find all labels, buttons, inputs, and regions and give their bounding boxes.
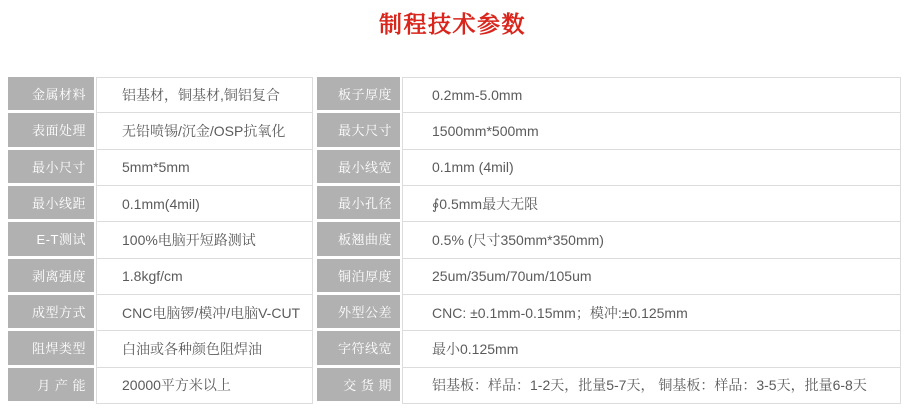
param-label: 外型公差 bbox=[317, 295, 400, 331]
param-value: 0.5% (尺寸350mm*350mm) bbox=[402, 222, 901, 258]
table-row bbox=[317, 77, 901, 113]
param-label: 交 货 期 bbox=[317, 368, 400, 404]
table-row bbox=[317, 331, 901, 367]
table-row bbox=[8, 150, 313, 186]
parameters-table-right bbox=[317, 77, 901, 404]
table-row bbox=[317, 150, 901, 186]
param-label: 表面处理 bbox=[8, 113, 94, 149]
param-value: CNC电脑锣/模冲/电脑V-CUT bbox=[96, 295, 313, 331]
param-value: 1500mm*500mm bbox=[402, 113, 901, 149]
param-value: 20000平方米以上 bbox=[96, 368, 313, 404]
table-row bbox=[8, 222, 313, 258]
table-row bbox=[8, 77, 313, 113]
param-label: 剥离强度 bbox=[8, 259, 94, 295]
parameters-table bbox=[8, 77, 905, 404]
table-row bbox=[317, 368, 901, 404]
param-value: 无铅喷锡/沉金/OSP抗氧化 bbox=[96, 113, 313, 149]
table-row bbox=[317, 222, 901, 258]
table-row bbox=[8, 331, 313, 367]
param-value: 白油或各种颜色阻焊油 bbox=[96, 331, 313, 367]
table-row bbox=[317, 113, 901, 149]
param-label: 月 产 能 bbox=[8, 368, 94, 404]
parameters-table-left bbox=[8, 77, 313, 404]
param-value: 铝基板：样品：1-2天，批量5-7天， 铜基板：样品：3-5天，批量6-8天 bbox=[402, 368, 901, 404]
table-row bbox=[8, 186, 313, 222]
param-label: 金属材料 bbox=[8, 77, 94, 113]
table-row bbox=[8, 295, 313, 331]
param-label: 阻焊类型 bbox=[8, 331, 94, 367]
table-row bbox=[317, 259, 901, 295]
param-label: 最大尺寸 bbox=[317, 113, 400, 149]
table-row bbox=[8, 259, 313, 295]
param-label: 板翘曲度 bbox=[317, 222, 400, 258]
param-label: 最小线距 bbox=[8, 186, 94, 222]
param-label: 字符线宽 bbox=[317, 331, 400, 367]
table-row bbox=[317, 186, 901, 222]
table-row bbox=[8, 368, 313, 404]
page-title: 制程技术参数 bbox=[379, 11, 526, 37]
param-label: 成型方式 bbox=[8, 295, 94, 331]
param-label: E-T测试 bbox=[8, 222, 94, 258]
param-value: 铝基材，铜基材,铜铝复合 bbox=[96, 77, 313, 113]
param-label: 最小尺寸 bbox=[8, 150, 94, 186]
param-value: CNC: ±0.1mm-0.15mm；模冲:±0.125mm bbox=[402, 295, 901, 331]
param-value: 25um/35um/70um/105um bbox=[402, 259, 901, 295]
param-value: 0.1mm(4mil) bbox=[96, 186, 313, 222]
param-label: 最小线宽 bbox=[317, 150, 400, 186]
table-row bbox=[8, 113, 313, 149]
param-label: 最小孔径 bbox=[317, 186, 400, 222]
param-value: 100%电脑开短路测试 bbox=[96, 222, 313, 258]
table-row bbox=[317, 295, 901, 331]
param-label: 板子厚度 bbox=[317, 77, 400, 113]
param-value: 5mm*5mm bbox=[96, 150, 313, 186]
param-label: 铜泊厚度 bbox=[317, 259, 400, 295]
param-value: ∮0.5mm最大无限 bbox=[402, 186, 901, 222]
param-value: 0.2mm-5.0mm bbox=[402, 77, 901, 113]
param-value: 1.8kgf/cm bbox=[96, 259, 313, 295]
param-value: 最小0.125mm bbox=[402, 331, 901, 367]
param-value: 0.1mm (4mil) bbox=[402, 150, 901, 186]
